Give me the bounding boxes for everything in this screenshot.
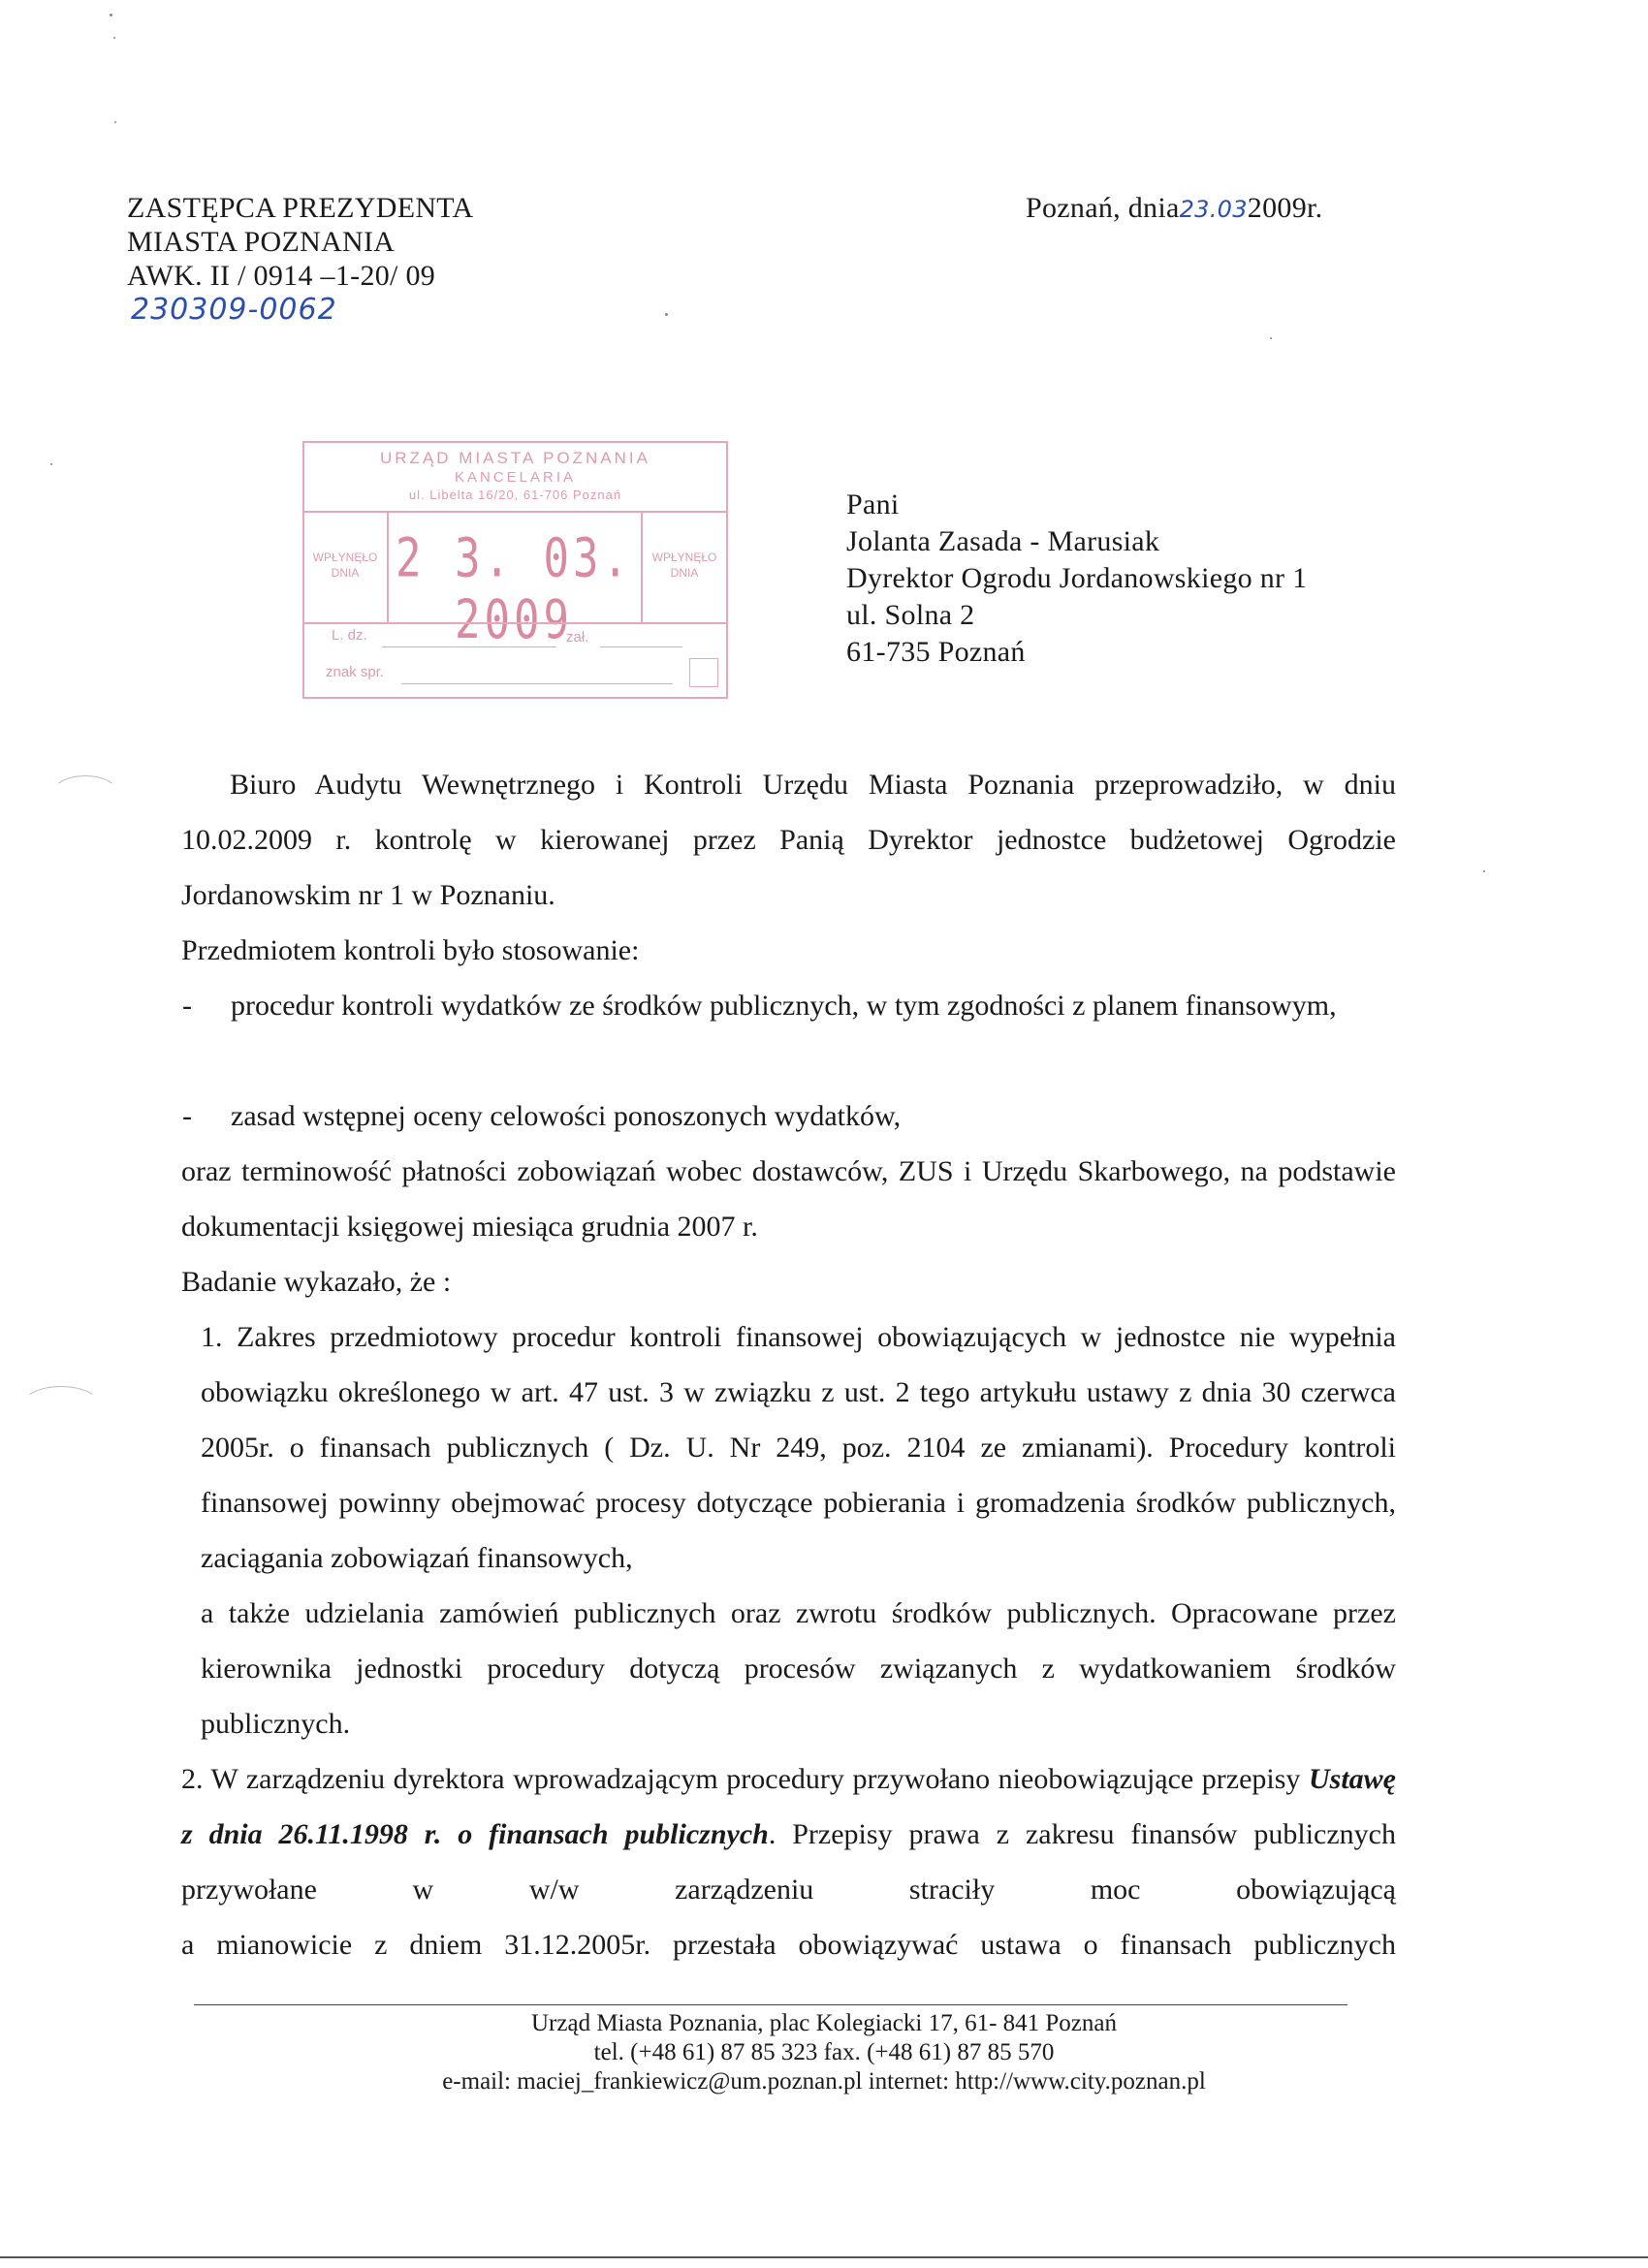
stamp-date: 2 3. 03. 2009 (396, 527, 632, 651)
stamp-department: KANCELARIA (454, 469, 577, 486)
stamp-ldz-label: L. dz. (332, 627, 367, 644)
scan-speck (50, 463, 52, 465)
footer-phone: tel. (+48 61) 87 85 323 fax. (+48 61) 87 85 570 (593, 2039, 1055, 2065)
finding-2: 2. W zarządzeniu dyrektora wprowadzającym procedury przywołano nieobowiązujące przepisy Ustawę z dnia 26.11.1998 r. o finansach publicznych. Przepisy prawa z zakresu finansów publicznych przywołane w w/w zarządzeniu straciły moc obowiązującą (181, 1763, 1397, 1906)
scan-speck (1483, 870, 1485, 872)
recipient-position: Dyrektor Ogrodu Jordanowskiego nr 1 (846, 562, 1308, 594)
finding-2-last-line: a mianowicie z dniem 31.12.2005r. przestała obowiązywać ustawa o finansach publicznych (181, 1929, 1396, 1961)
footer-contact: e-mail: maciej_frankiewicz@um.poznan.pl internet: http://www.city.poznan.pl (442, 2068, 1206, 2095)
handwritten-registry-number: 230309-0062 (131, 293, 337, 327)
stamp-box (689, 658, 718, 687)
scan-punch-mark (21, 1386, 101, 1427)
cited-act: Ustawę z dnia 26.11.1998 r. o finansach publicznych (181, 1763, 1396, 1850)
scan-edge-line (0, 2256, 1648, 2258)
recipient-street: ul. Solna 2 (846, 599, 975, 631)
scan-punch-mark (50, 775, 120, 816)
reference-number: AWK. II / 0914 –1-20/ 09 (127, 260, 436, 292)
date-suffix: 2009r. (1247, 192, 1323, 224)
scan-speck (665, 313, 668, 316)
finding-1-part-1: 1. Zakres przedmiotowy procedur kontroli finansowej obowiązujących w jednostce nie wypełnia obowiązku określonego w art. 47 ust. 3 w związku z ust. 2 tego artykułu ustawy z dnia 30 czerwca 2005r. o finansach publicznych ( Dz. U. Nr 249, poz. 2104 ze zmianami). Procedury kontroli finansowej powinny obejmować procesy dotyczące pobierania i gromadzenia środków publicznych, zaciągania zobowiązań finansowych, (201, 1321, 1396, 1574)
sender-line-1: ZASTĘPCA PREZYDENTA (127, 192, 474, 224)
bullet-dash-2: - (182, 1100, 192, 1132)
recipient-name: Jolanta Zasada - Marusiak (846, 525, 1160, 557)
subject-intro: Przedmiotem kontroli było stosowanie: (181, 934, 640, 966)
scan-speck (1270, 337, 1272, 339)
stamp-left-label: WPŁYNĘŁO DNIA (312, 551, 378, 580)
stamp-address: ul. Libelta 16/20, 61-706 Poznań (408, 488, 622, 502)
recipient-salutation: Pani (846, 488, 900, 520)
date-handwritten: 23.03 (1179, 196, 1248, 223)
letter-date (1026, 191, 1322, 227)
stamp-zal-label: zał. (566, 629, 589, 646)
intro-paragraph: Biuro Audytu Wewnętrznego i Kontroli Urzędu Miasta Poznania przeprowadziło, w dniu 10.02.2009 r. kontrolę w kierowanej przez Panią Dyrektor jednostce budżetowej Ogrodzie Jordanowskim nr 1 w Poznaniu. (181, 769, 1396, 911)
scan-speck (110, 14, 112, 16)
stamp-znak-label: znak spr. (326, 664, 385, 680)
bullet-item-2: zasad wstępnej oceny celowości ponoszonych wydatków, (231, 1100, 902, 1132)
scan-speck (113, 37, 115, 39)
registry-stamp (302, 441, 728, 699)
recipient-city: 61-735 Poznań (846, 636, 1026, 668)
stamp-right-label: WPŁYNĘŁO DNIA (651, 551, 717, 580)
bullet-item-1: procedur kontroli wydatków ze środków publicznych, w tym zgodności z planem finansowym, (231, 990, 1337, 1022)
footer-divider (194, 2004, 1347, 2005)
sender-line-2: MIASTA POZNANIA (127, 226, 396, 258)
finding-1-part-2: a także udzielania zamówień publicznych oraz zwrotu środków publicznych. Opracowane przez kierownika jednostki procedury dotyczą procesów związanych z wydatkowaniem środków publicznych. (201, 1597, 1396, 1740)
sender-title (127, 191, 473, 293)
scan-speck (114, 121, 116, 123)
recipient-block (846, 487, 1307, 671)
timeliness-paragraph: oraz terminowość płatności zobowiązań wobec dostawców, ZUS i Urzędu Skarbowego, na podstawie dokumentacji księgowej miesiąca grudnia 2007 r. (181, 1155, 1396, 1243)
findings-intro: Badanie wykazało, że : (181, 1266, 452, 1298)
stamp-office: URZĄD MIASTA POZNANIA (380, 449, 650, 467)
bullet-dash-1: - (182, 990, 192, 1022)
date-prefix: Poznań, dnia (1026, 192, 1180, 224)
footer-address: Urząd Miasta Poznania, plac Kolegiacki 17, 61- 841 Poznań (531, 2010, 1117, 2036)
